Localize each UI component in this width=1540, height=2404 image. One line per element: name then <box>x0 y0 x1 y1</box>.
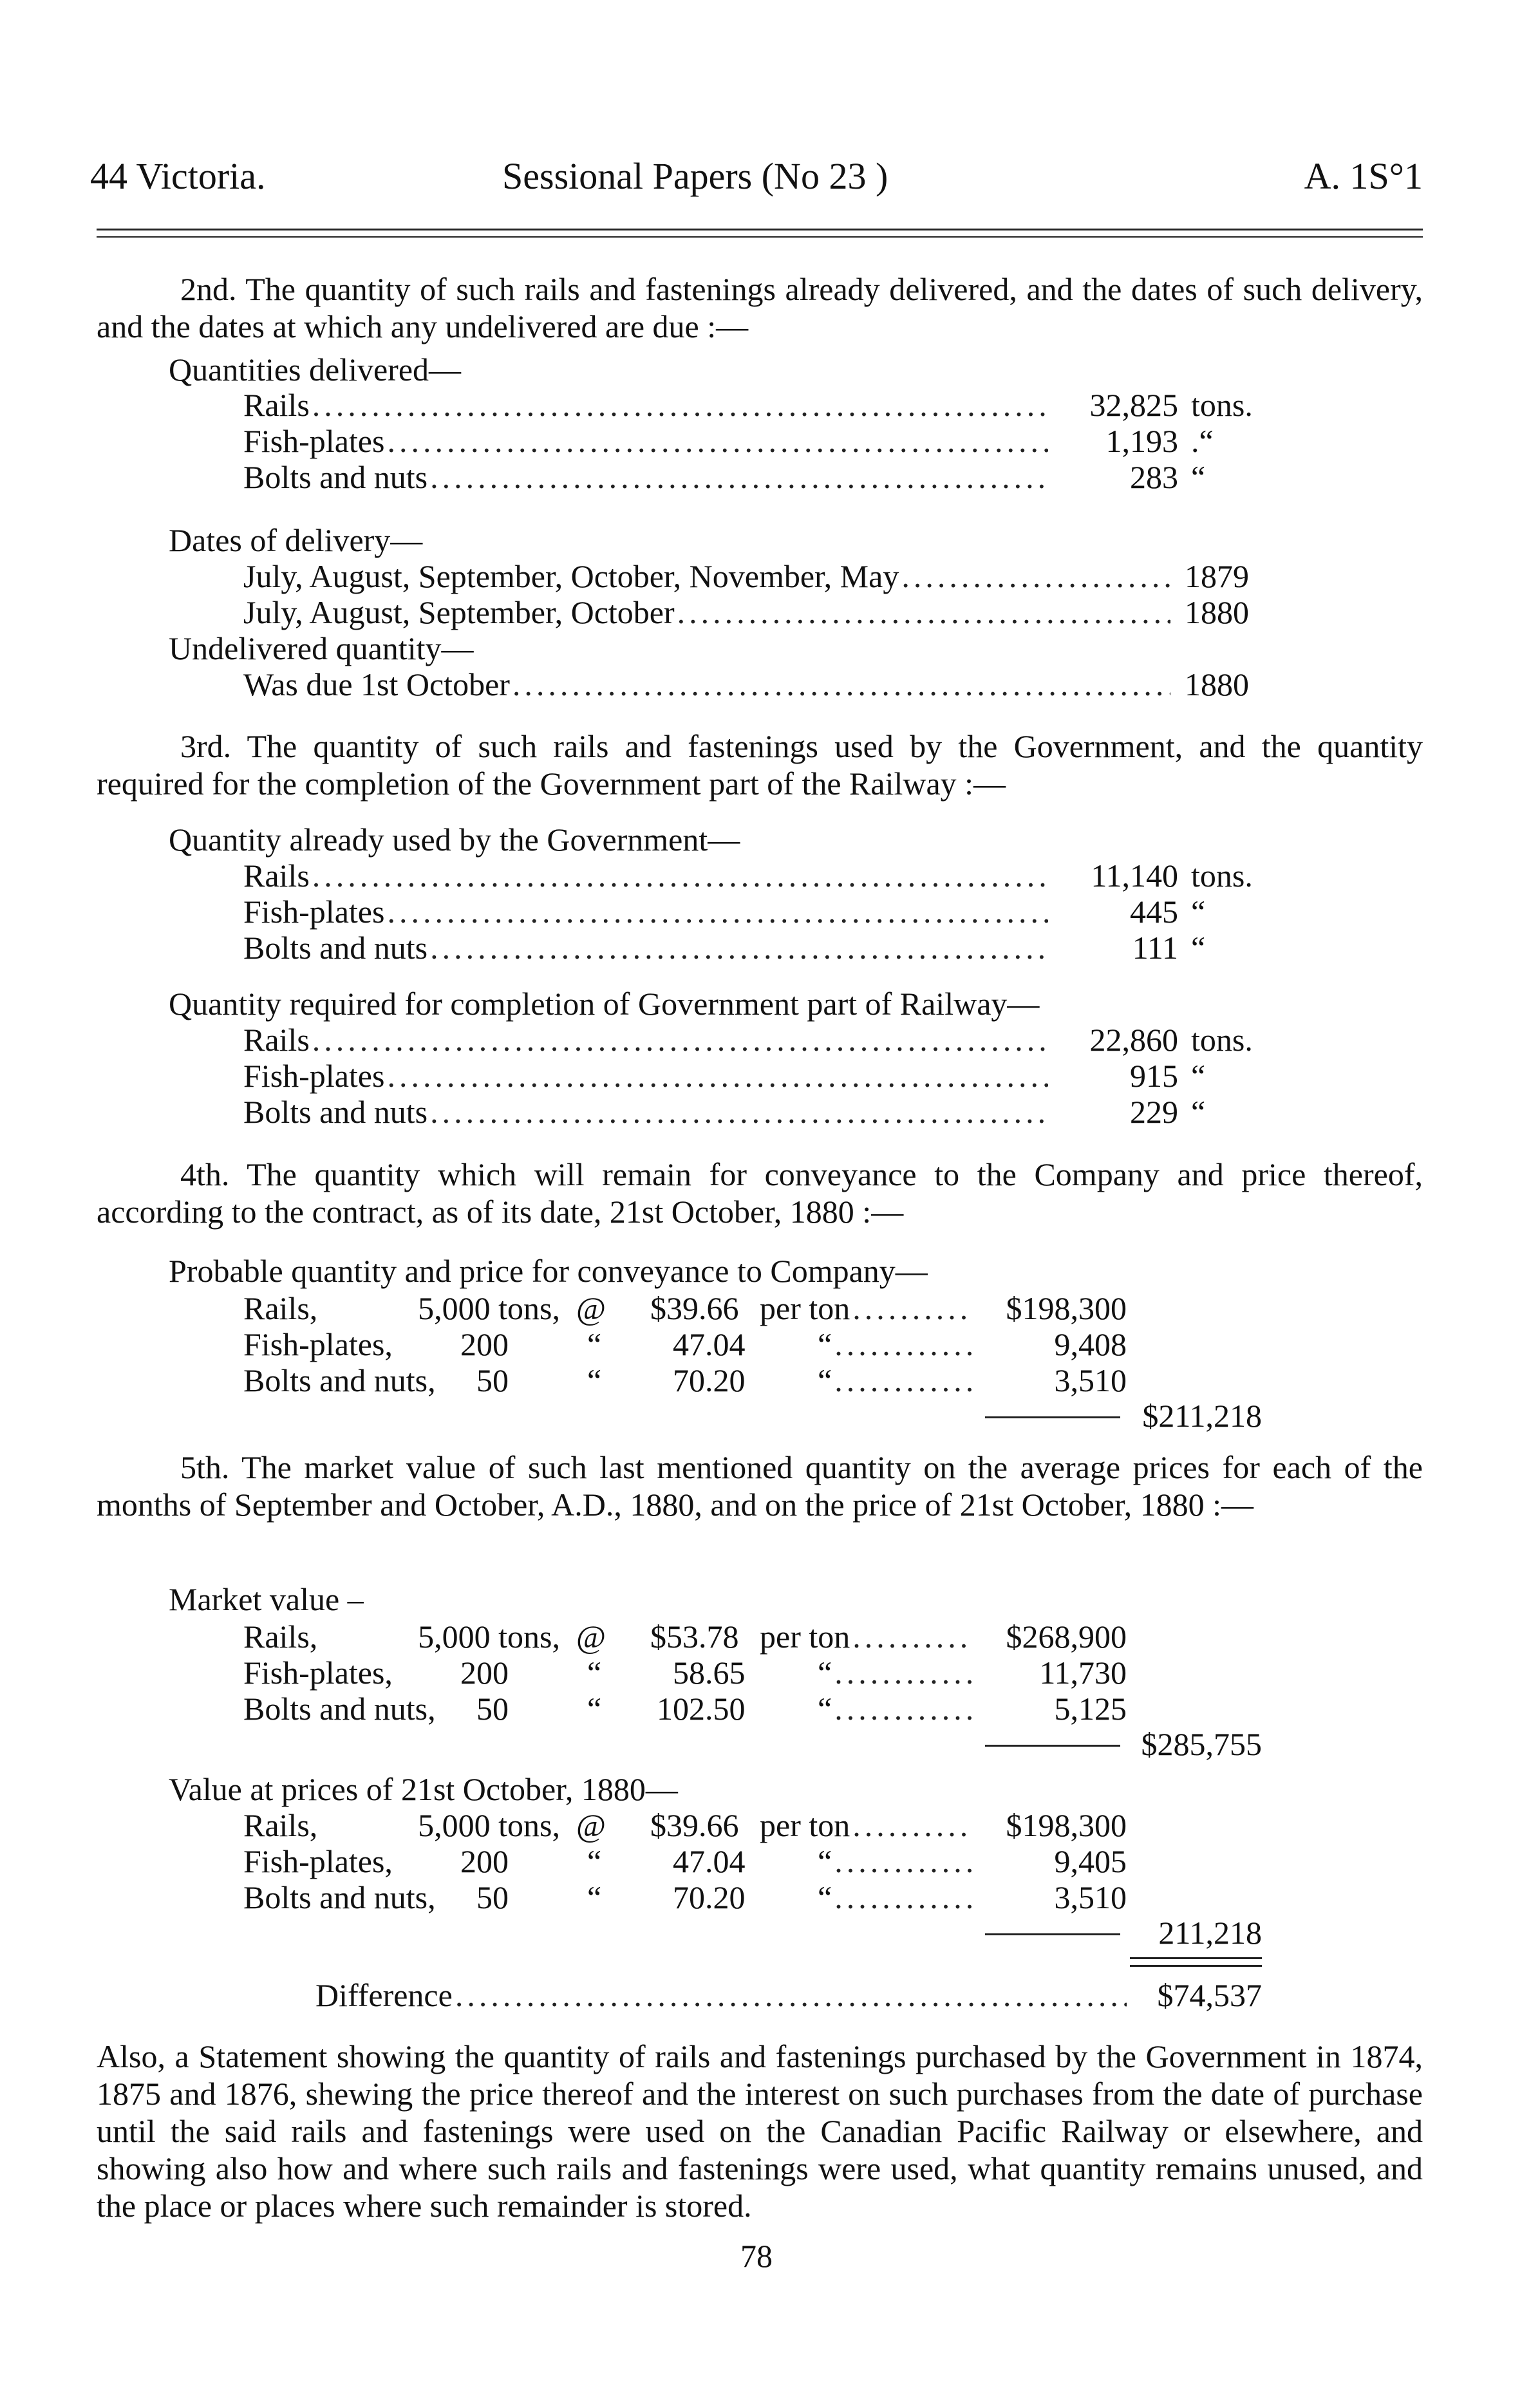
header-session: 44 Victoria. <box>90 155 266 197</box>
section-5-intro: 5th. The market value of such last mentioned quantity on the average prices for each of the months of September and October, A.D., 1880, and on the price of 21st October, 1880 :— <box>97 1449 1423 1523</box>
delivered-bolts-qty: 283 <box>1130 459 1178 495</box>
value-total: 211,218 <box>1158 1915 1262 1951</box>
header-rule <box>97 229 1423 230</box>
dates-1879-row: July, August, September, October, November, May ..... <box>243 558 1170 595</box>
required-bolts-qty: 229 <box>1130 1094 1178 1130</box>
probable-rails-at: @ <box>576 1290 606 1326</box>
market-rails-amount: $268,900 <box>1006 1619 1127 1655</box>
value-rails-price: $39.66 <box>650 1807 739 1843</box>
market-rails-price: $53.78 <box>650 1619 739 1655</box>
market-bolts-qty: 50 <box>476 1691 509 1727</box>
probable-bolts-amount: 3,510 <box>1054 1362 1127 1398</box>
market-heading: Market value – <box>169 1581 364 1617</box>
probable-fishplates-per: “ ..... <box>818 1326 972 1363</box>
delivered-fishplates-qty: 1,193 <box>1105 423 1178 459</box>
required-heading: Quantity required for completion of Government part of Railway— <box>169 986 1040 1022</box>
probable-fishplates-qty: 200 <box>460 1326 509 1362</box>
value-heading: Value at prices of 21st October, 1880— <box>169 1771 678 1807</box>
required-rails-unit: tons. <box>1191 1022 1253 1058</box>
probable-heading: Probable quantity and price for conveyance to Company— <box>169 1253 928 1289</box>
undelivered-row: Was due 1st October ..... <box>243 666 1170 703</box>
value-fishplates-qty: 200 <box>460 1843 509 1879</box>
probable-bolts-price: 70.20 <box>673 1362 746 1398</box>
probable-bolts-qty: 50 <box>476 1362 509 1398</box>
used-bolts-qty: 111 <box>1132 930 1178 966</box>
probable-fishplates-at: “ <box>587 1326 602 1362</box>
market-total-dash <box>985 1745 1120 1747</box>
value-fishplates-price: 47.04 <box>673 1843 746 1879</box>
delivered-rails-unit: tons. <box>1191 387 1253 423</box>
value-rails-amount: $198,300 <box>1006 1807 1127 1843</box>
value-fishplates-at: “ <box>587 1843 602 1879</box>
value-bolts-qty: 50 <box>476 1879 509 1915</box>
probable-rails-price: $39.66 <box>650 1290 739 1326</box>
value-rails-at: @ <box>576 1807 606 1843</box>
section-3-intro: 3rd. The quantity of such rails and fastenings used by the Government, and the quantity required for the completion of the Government part of the Railway :— <box>97 728 1423 802</box>
delivered-rails-qty: 32,825 <box>1089 387 1178 423</box>
delivered-fishplates-unit: .“ <box>1191 423 1214 459</box>
probable-rails-qty: 5,000 tons, <box>418 1290 560 1326</box>
header-title: Sessional Papers (No 23 ) <box>502 155 888 197</box>
undelivered-year: 1880 <box>1185 666 1249 702</box>
delivered-bolts-unit: “ <box>1191 459 1206 495</box>
probable-fishplates-amount: 9,408 <box>1054 1326 1127 1362</box>
market-total: $285,755 <box>1141 1726 1262 1762</box>
difference-row: Difference ..... <box>315 1977 1127 2014</box>
page-number: 78 <box>740 2238 773 2274</box>
used-rails-row: Rails ..... <box>243 857 1048 894</box>
delivered-rails-row: Rails ..... <box>243 386 1048 424</box>
used-fishplates-unit: “ <box>1191 894 1206 930</box>
value-rails-per: per ton ..... <box>760 1807 972 1844</box>
delivered-heading: Quantities delivered— <box>169 352 462 388</box>
probable-fishplates-item: Fish-plates, <box>243 1326 393 1362</box>
probable-bolts-per: “ ..... <box>818 1362 972 1399</box>
dates-1880-year: 1880 <box>1185 594 1249 630</box>
required-fishplates-row: Fish-plates ..... <box>243 1057 1048 1094</box>
value-bolts-amount: 3,510 <box>1054 1879 1127 1915</box>
difference-rule-2 <box>1130 1965 1262 1967</box>
used-fishplates-qty: 445 <box>1130 894 1178 930</box>
difference-value: $74,537 <box>1157 1977 1262 2013</box>
market-rails-item: Rails, <box>243 1619 318 1655</box>
required-rails-row: Rails ..... <box>243 1021 1048 1058</box>
required-bolts-row: Bolts and nuts ..... <box>243 1093 1048 1131</box>
market-rails-per: per ton ..... <box>760 1618 972 1655</box>
delivered-bolts-row: Bolts and nuts ..... <box>243 458 1048 496</box>
header-rule-thin <box>97 236 1423 238</box>
used-rails-unit: tons. <box>1191 858 1253 894</box>
required-bolts-unit: “ <box>1191 1094 1206 1130</box>
market-bolts-item: Bolts and nuts, <box>243 1691 436 1727</box>
value-rails-item: Rails, <box>243 1807 318 1843</box>
probable-total-dash <box>985 1416 1120 1418</box>
probable-rails-item: Rails, <box>243 1290 318 1326</box>
market-fishplates-at: “ <box>587 1655 602 1691</box>
dates-1879-year: 1879 <box>1185 558 1249 594</box>
section-4-intro: 4th. The quantity which will remain for conveyance to the Company and price thereof, according to the contract, as of its date, 21st October, 1880 :— <box>97 1156 1423 1230</box>
value-total-dash <box>985 1933 1120 1935</box>
delivered-fishplates-row: Fish-plates ..... <box>243 422 1048 460</box>
market-bolts-amount: 5,125 <box>1054 1691 1127 1727</box>
market-bolts-at: “ <box>587 1691 602 1727</box>
value-rails-qty: 5,000 tons, <box>418 1807 560 1843</box>
market-fishplates-item: Fish-plates, <box>243 1655 393 1691</box>
used-heading: Quantity already used by the Government— <box>169 822 740 858</box>
probable-total: $211,218 <box>1142 1398 1262 1434</box>
closing-paragraph: Also, a Statement showing the quantity of rails and fastenings purchased by the Government in 1874, 1875 and 1876, shewing the price thereof and the interest on such purchases from the date of purchase until the said rails and fastenings were used on the Canadian Pacific Railway or elsewhere, and showing also how and where such rails and fastenings were used, what quantity remains unused, and the place or places where such remainder is stored. <box>97 2038 1423 2224</box>
probable-fishplates-price: 47.04 <box>673 1326 746 1362</box>
market-bolts-price: 102.50 <box>657 1691 746 1727</box>
value-bolts-at: “ <box>587 1879 602 1915</box>
dates-1880-row: July, August, September, October ..... <box>243 594 1170 631</box>
market-bolts-per: “ ..... <box>818 1690 972 1727</box>
probable-bolts-at: “ <box>587 1362 602 1398</box>
value-bolts-price: 70.20 <box>673 1879 746 1915</box>
market-fishplates-qty: 200 <box>460 1655 509 1691</box>
value-bolts-per: “ ..... <box>818 1879 972 1916</box>
probable-rails-amount: $198,300 <box>1006 1290 1127 1326</box>
market-rails-qty: 5,000 tons, <box>418 1619 560 1655</box>
used-fishplates-row: Fish-plates ..... <box>243 893 1048 930</box>
value-fishplates-item: Fish-plates, <box>243 1843 393 1879</box>
undelivered-heading: Undelivered quantity— <box>169 630 474 666</box>
required-fishplates-qty: 915 <box>1130 1058 1178 1094</box>
dates-heading: Dates of delivery— <box>169 522 423 558</box>
market-fishplates-amount: 11,730 <box>1039 1655 1127 1691</box>
probable-bolts-item: Bolts and nuts, <box>243 1362 436 1398</box>
probable-rails-per: per ton ..... <box>760 1290 972 1327</box>
used-bolts-row: Bolts and nuts ..... <box>243 929 1048 966</box>
market-rails-at: @ <box>576 1619 606 1655</box>
section-2-intro: 2nd. The quantity of such rails and fastenings already delivered, and the dates of such delivery, and the dates at which any undelivered are due :— <box>97 271 1423 344</box>
value-bolts-item: Bolts and nuts, <box>243 1879 436 1915</box>
used-rails-qty: 11,140 <box>1091 858 1178 894</box>
market-fishplates-price: 58.65 <box>673 1655 746 1691</box>
market-fishplates-per: “ ..... <box>818 1654 972 1691</box>
value-fishplates-amount: 9,405 <box>1054 1843 1127 1879</box>
required-fishplates-unit: “ <box>1191 1058 1206 1094</box>
difference-rule-1 <box>1130 1957 1262 1959</box>
required-rails-qty: 22,860 <box>1089 1022 1178 1058</box>
used-bolts-unit: “ <box>1191 930 1206 966</box>
value-fishplates-per: “ ..... <box>818 1843 972 1880</box>
header-year: A. 1S°1 <box>1304 155 1423 197</box>
running-header <box>90 155 1423 206</box>
